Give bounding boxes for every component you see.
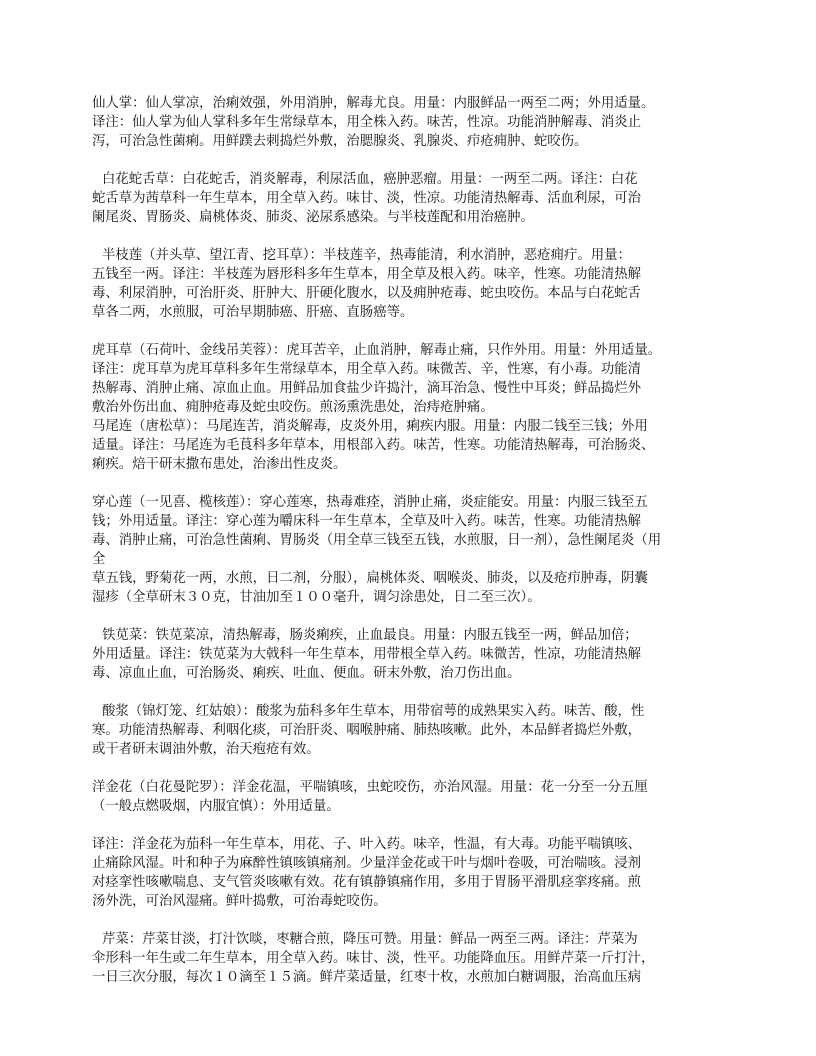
text-line: 适量。译注：马尾连为毛茛科多年草本，用根部入药。味苦，性寒。功能清热解毒，可治肠炎、 bbox=[92, 438, 655, 453]
text-line: 汤外洗，可治风湿痛。鲜叶捣敷，可治毒蛇咬伤。 bbox=[92, 894, 387, 909]
text-line: 译注：虎耳草为虎耳草科多年生常绿草本，用全草入药。味微苦、辛，性寒，有小毒。功能清 bbox=[92, 362, 642, 377]
text-line: 仙人掌：仙人掌凉，治痢效强，外用消肿，解毒尤良。用量：内服鲜品一两至二两；外用适量。 bbox=[92, 96, 655, 111]
text-line: 马尾连（唐松草）：马尾连苦，消炎解毒，皮炎外用，痢疾内服。用量：内服二钱至三钱；外用 bbox=[92, 419, 648, 434]
text-line: 穿心莲（一见喜、榄核莲）：穿心莲寒，热毒难痊，消肿止痛，炎症能安。用量：内服三钱至五 bbox=[92, 495, 648, 510]
text-line: 毒、消肿止痛，可治急性菌痢、胃肠炎（用全草三钱至五钱，水煎服，日一剂），急性阑尾炎（用 bbox=[92, 533, 662, 548]
text-line: 泻，可治急性菌痢。用鲜蹼去刺捣烂外敷，治腮腺炎、乳腺炎、疖疮痈肿、蛇咬伤。 bbox=[92, 134, 588, 149]
text-line: 译注：洋金花为茄科一年生草本，用花、子、叶入药。味辛，性温，有大毒。功能平喘镇咳、 bbox=[92, 837, 642, 852]
text-line: 蛇舌草为茜草科一年生草本，用全草入药。味甘、淡，性凉。功能清热解毒、活血利尿，可治 bbox=[92, 191, 642, 206]
text-line: 洋金花（白花曼陀罗）：洋金花温，平喘镇咳，虫蛇咬伤，亦治风湿。用量：花一分至一分五厘 bbox=[92, 780, 648, 795]
text-line: 虎耳草（石荷叶、金线吊芙蓉）：虎耳苦辛，止血消肿，解毒止痛，只作外用。用量：外用适量。 bbox=[92, 343, 662, 358]
text-line: 半枝莲（并头草、望江青、挖耳草）：半枝莲辛，热毒能清，利水消肿，恶疮痈疔。用量： bbox=[102, 248, 631, 263]
text-line: （一般点燃吸烟，内服宜慎）：外用适量。 bbox=[92, 799, 340, 814]
text-line: 全 bbox=[92, 552, 106, 567]
paragraph bbox=[92, 626, 732, 683]
text-line: 止痛除风湿。叶和种子为麻醉性镇咳镇痛剂。少量洋金花或干叶与烟叶卷吸，可治喘咳。浸剂 bbox=[92, 856, 642, 871]
text-line: 对痉挛性咳嗽喘息、支气管炎咳嗽有效。花有镇静镇痛作用，多用于胃肠平滑肌痉挛疼痛。煎 bbox=[92, 875, 642, 890]
paragraph bbox=[92, 702, 732, 759]
text-line: 阑尾炎、胃肠炎、扁桃体炎、肺炎、泌尿系感染。与半枝莲配和用治癌肿。 bbox=[92, 210, 534, 225]
paragraph bbox=[92, 341, 732, 417]
text-line: 湿疹（全草研末３０克，甘油加至１００毫升，调匀涂患处，日二至三次）。 bbox=[92, 590, 541, 605]
text-line: 铁苋菜：铁苋菜凉，清热解毒，肠炎痢疾，止血最良。用量：内服五钱至一两，鲜品加倍； bbox=[102, 628, 638, 643]
text-line: 寒。功能清热解毒、利咽化痰，可治肝炎、咽喉肿痛、肺热咳嗽。此外，本品鲜者捣烂外敷， bbox=[92, 723, 642, 738]
paragraph bbox=[92, 246, 732, 322]
text-line: 伞形科一年生或二年生草本，用全草入药。味甘、淡，性平。功能降血压。用鲜芹菜一斤打汁， bbox=[92, 951, 655, 966]
paragraph bbox=[92, 493, 732, 607]
paragraph bbox=[92, 417, 732, 474]
text-line: 痢疾。焙干研末撒布患处，治渗出性皮炎。 bbox=[92, 457, 347, 472]
text-line: 芹菜：芹菜甘淡，打汁饮啖，枣糖合煎，降压可赞。用量：鲜品一两至三两。译注：芹菜为 bbox=[102, 932, 638, 947]
text-line: 钱；外用适量。译注：穿心莲为嚼床科一年生草本，全草及叶入药。味苦，性寒。功能清热解 bbox=[92, 514, 642, 529]
text-line: 五钱至一两。译注：半枝莲为唇形科多年生草本，用全草及根入药。味辛，性寒。功能清热解 bbox=[92, 267, 642, 282]
text-line: 外用适量。译注：铁苋菜为大戟科一年生草本，用带根全草入药。味微苦，性凉，功能清热解 bbox=[92, 647, 642, 662]
paragraph bbox=[92, 930, 732, 987]
text-line: 毒、凉血止血，可治肠炎、痢疾、吐血、便血。研末外敷，治刀伤出血。 bbox=[92, 666, 521, 681]
text-line: 白花蛇舌草：白花蛇舌，消炎解毒，利尿活血，癌肿恶瘤。用量：一两至二两。译注：白花 bbox=[102, 172, 638, 187]
text-line: 敷治外伤出血、痈肿疮毒及蛇虫咬伤。煎汤熏洗患处，治痔疮肿痛。 bbox=[92, 400, 494, 415]
paragraph bbox=[92, 94, 732, 151]
text-line: 草各二两，水煎服，可治早期肺癌、肝癌、直肠癌等。 bbox=[92, 305, 414, 320]
text-line: 或干者研末调油外敷，治天疱疮有效。 bbox=[92, 742, 320, 757]
paragraph bbox=[92, 170, 732, 227]
text-line: 热解毒、消肿止痛、凉血止血。用鲜品加食盐少许捣汁，滴耳治急、慢性中耳炎；鲜品捣烂外 bbox=[92, 381, 642, 396]
text-line: 毒、利尿消肿，可治肝炎、肝肿大、肝硬化腹水，以及痈肿疮毒、蛇虫咬伤。本品与白花蛇舌 bbox=[92, 286, 642, 301]
text-line: 译注：仙人掌为仙人掌科多年生常绿草本，用全株入药。味苦，性凉。功能消肿解毒、消炎止 bbox=[92, 115, 642, 130]
document-page bbox=[92, 94, 732, 987]
paragraph bbox=[92, 835, 732, 911]
text-line: 酸浆（锦灯笼、红姑娘）：酸浆为茄科多年生草本，用带宿萼的成熟果实入药。味苦、酸，性 bbox=[102, 704, 645, 719]
paragraph bbox=[92, 778, 732, 816]
text-line: 草五钱，野菊花一两，水煎，日二剂，分服），扁桃体炎、咽喉炎、肺炎，以及疮疖肿毒，阴囊 bbox=[92, 571, 648, 586]
text-line: 一日三次分服，每次１０滴至１５滴。鲜芹菜适量，红枣十枚，水煎加白糖调服，治高血压病 bbox=[92, 970, 642, 985]
